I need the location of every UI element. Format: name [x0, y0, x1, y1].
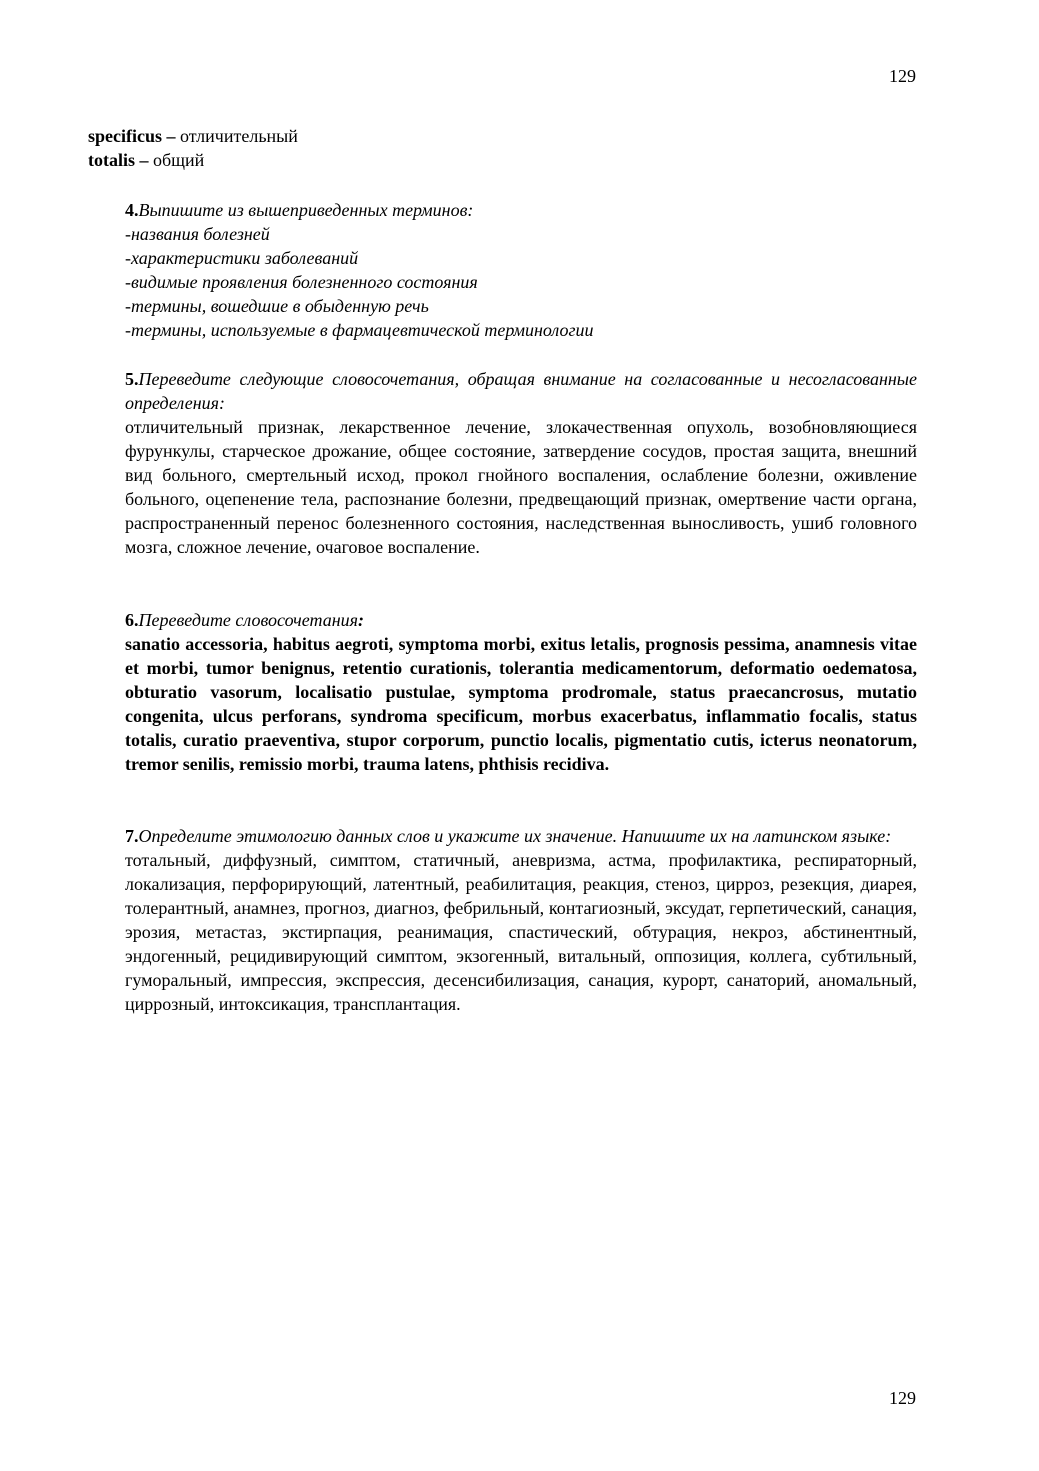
exercise-6 — [125, 608, 917, 776]
glossary-dash: – — [162, 126, 180, 146]
exercise-list-item: -названия болезней — [125, 224, 270, 244]
exercise-instruction-colon: : — [358, 610, 364, 630]
glossary-term: specificus — [88, 126, 162, 146]
exercise-5 — [125, 367, 917, 559]
glossary-entry — [88, 124, 918, 148]
exercise-list-item: -характеристики заболеваний — [125, 248, 359, 268]
exercise-number: 5. — [125, 369, 139, 389]
glossary-term: totalis — [88, 150, 135, 170]
exercise-list-item: -видимые проявления болезненного состояния — [125, 272, 478, 292]
exercise-instruction-text: Переведите словосочетания — [138, 610, 358, 630]
page-number-bottom: 129 — [889, 1388, 916, 1408]
exercise-list-item: -термины, вошедшие в обыденную речь — [125, 296, 429, 316]
exercise-4 — [125, 198, 917, 342]
glossary-dash: – — [135, 150, 153, 170]
exercise-instruction — [125, 367, 917, 415]
exercise-instruction — [125, 198, 917, 222]
exercise-instruction-text: Переведите следующие словосочетания, обращая внимание на согласованные и несогласованные определения: — [125, 369, 917, 413]
glossary-meaning: отличительный — [180, 126, 298, 146]
exercise-number: 6. — [125, 610, 139, 630]
page-number-top: 129 — [889, 66, 916, 86]
glossary-meaning: общий — [153, 150, 205, 170]
exercise-instruction-text: Определите этимологию данных слов и укажите их значение. Напишите их на латинском языке: — [138, 826, 892, 846]
exercise-body: отличительный признак, лекарственное лечение, злокачественная опухоль, возобновляющиеся фурункулы, старческое дрожание, общее состояние, затвердение сосудов, простая защита, внешний вид больного, смертельный исход, прокол гнойного воспаления, ослабление болезни, оживление больного, оцепенение тела, распознание болезни, предвещающий признак, омертвение части органа, распространенный перенос болезненного состояния, наследственная выносливость, ушиб головного мозга, сложное лечение, очаговое воспаление. — [125, 417, 917, 557]
exercise-body: sanatio accessoria, habitus aegroti, symptoma morbi, exitus letalis, prognosis pessima, anamnesis vitae et morbi, tumor benignus, retentio curationis, tolerantia medicamentorum, deformatio oedematosa, obturatio vasorum, localisatio pustulae, symptoma prodromale, status praecancrosus, mutatio congenita, ulcus perforans, syndroma specificum, morbus exacerbatus, inflammatio focalis, status totalis, curatio praeventiva, stupor corporum, punctio localis, pigmentatio cutis, icterus neonatorum, tremor senilis, remissio morbi, trauma latens, phthisis recidiva. — [125, 634, 917, 774]
glossary-entry — [88, 148, 918, 172]
exercise-body: тотальный, диффузный, симптом, статичный, аневризма, астма, профилактика, респираторный, локализация, перфорирующий, латентный, реабилитация, реакция, стеноз, цирроз, резекция, диарея, толерантный, анамнез, прогноз, диагноз, фебрильный, контагиозный, эксудат, герпетический, санация, эрозия, метастаз, экстирпация, реанимация, спастический, обтурация, некроз, абстинентный, эндогенный, рецидивирующий симптом, экзогенный, витальный, оппозиция, коллега, субтильный, гуморальный, импрессия, экспрессия, десенсибилизация, санация, курорт, санаторий, аномальный, циррозный, интоксикация, трансплантация. — [125, 850, 917, 1014]
exercise-number: 7. — [125, 826, 139, 846]
exercise-number: 4. — [125, 200, 139, 220]
exercise-7 — [125, 824, 917, 1016]
glossary — [88, 124, 918, 172]
exercise-list-item: -термины, используемые в фармацевтической терминологии — [125, 320, 594, 340]
exercise-instruction — [125, 824, 917, 848]
exercise-instruction — [125, 608, 917, 632]
exercise-instruction-text: Выпишите из вышеприведенных терминов: — [138, 200, 474, 220]
